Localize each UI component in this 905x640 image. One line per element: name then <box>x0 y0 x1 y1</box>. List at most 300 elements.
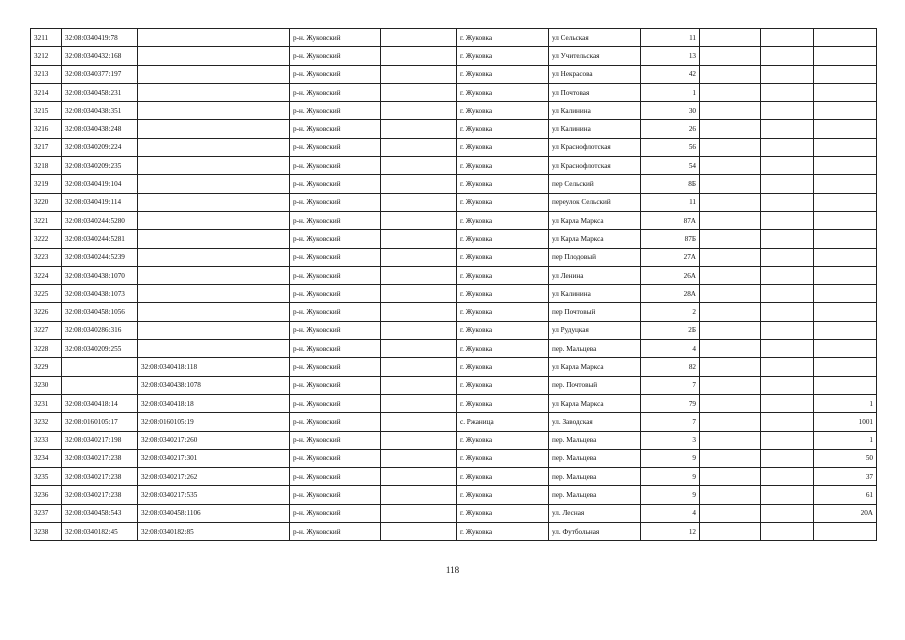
cadastral-number-cell: 32:08:0340209:235 <box>62 157 138 175</box>
empty-cell <box>700 248 761 266</box>
empty-cell <box>761 120 814 138</box>
apartment-number-cell <box>814 193 877 211</box>
district-cell: р-н. Жуковский <box>290 431 381 449</box>
empty-cell <box>761 102 814 120</box>
locality-cell: г. Жуковка <box>457 468 549 486</box>
empty-cell <box>761 47 814 65</box>
row-number-cell: 3214 <box>31 83 62 101</box>
empty-cell <box>761 138 814 156</box>
district-cell: р-н. Жуковский <box>290 376 381 394</box>
house-number-cell: 87А <box>641 211 700 229</box>
cadastral-number-cell: 32:08:0160105:17 <box>62 413 138 431</box>
row-number-cell: 3221 <box>31 211 62 229</box>
cadastral-number-cell: 32:08:0340217:198 <box>62 431 138 449</box>
row-number-cell: 3228 <box>31 340 62 358</box>
house-number-cell: 3 <box>641 431 700 449</box>
street-cell: ул Карла Маркса <box>549 394 641 412</box>
table-row <box>31 303 877 321</box>
empty-cell <box>381 394 457 412</box>
empty-cell <box>700 321 761 339</box>
empty-cell <box>381 230 457 248</box>
table-row <box>31 413 877 431</box>
street-cell: пер. Мальцева <box>549 449 641 467</box>
cadastral-number-cell: 32:08:0340458:543 <box>62 504 138 522</box>
table-row <box>31 449 877 467</box>
apartment-number-cell <box>814 138 877 156</box>
locality-cell: г. Жуковка <box>457 285 549 303</box>
building-cadastral-cell <box>138 211 290 229</box>
empty-cell <box>700 376 761 394</box>
empty-cell <box>381 303 457 321</box>
empty-cell <box>381 340 457 358</box>
empty-cell <box>700 47 761 65</box>
empty-cell <box>700 449 761 467</box>
empty-cell <box>761 340 814 358</box>
locality-cell: г. Жуковка <box>457 211 549 229</box>
table-row <box>31 230 877 248</box>
house-number-cell: 2Б <box>641 321 700 339</box>
building-cadastral-cell: 32:08:0340458:1106 <box>138 504 290 522</box>
apartment-number-cell <box>814 523 877 541</box>
cadastral-number-cell: 32:08:0340244:5280 <box>62 211 138 229</box>
building-cadastral-cell <box>138 303 290 321</box>
district-cell: р-н. Жуковский <box>290 523 381 541</box>
street-cell: пер. Мальцева <box>549 468 641 486</box>
house-number-cell: 2 <box>641 303 700 321</box>
locality-cell: г. Жуковка <box>457 303 549 321</box>
apartment-number-cell <box>814 266 877 284</box>
row-number-cell: 3222 <box>31 230 62 248</box>
house-number-cell: 54 <box>641 157 700 175</box>
apartment-number-cell <box>814 157 877 175</box>
street-cell: ул Карла Маркса <box>549 358 641 376</box>
empty-cell <box>381 486 457 504</box>
building-cadastral-cell <box>138 340 290 358</box>
empty-cell <box>761 321 814 339</box>
table-row <box>31 504 877 522</box>
row-number-cell: 3237 <box>31 504 62 522</box>
empty-cell <box>761 157 814 175</box>
empty-cell <box>700 285 761 303</box>
house-number-cell: 79 <box>641 394 700 412</box>
street-cell: пер. Мальцева <box>549 486 641 504</box>
locality-cell: г. Жуковка <box>457 449 549 467</box>
building-cadastral-cell: 32:08:0340182:85 <box>138 523 290 541</box>
empty-cell <box>700 120 761 138</box>
district-cell: р-н. Жуковский <box>290 468 381 486</box>
empty-cell <box>761 29 814 47</box>
street-cell: ул Калинина <box>549 120 641 138</box>
building-cadastral-cell <box>138 138 290 156</box>
locality-cell: г. Жуковка <box>457 523 549 541</box>
empty-cell <box>700 157 761 175</box>
table-row <box>31 102 877 120</box>
empty-cell <box>700 193 761 211</box>
empty-cell <box>761 376 814 394</box>
district-cell: р-н. Жуковский <box>290 413 381 431</box>
row-number-cell: 3233 <box>31 431 62 449</box>
house-number-cell: 26А <box>641 266 700 284</box>
empty-cell <box>700 468 761 486</box>
cadastral-number-cell: 32:08:0340438:1070 <box>62 266 138 284</box>
apartment-number-cell: 1001 <box>814 413 877 431</box>
building-cadastral-cell <box>138 193 290 211</box>
district-cell: р-н. Жуковский <box>290 285 381 303</box>
empty-cell <box>381 376 457 394</box>
empty-cell <box>381 29 457 47</box>
table-row <box>31 431 877 449</box>
district-cell: р-н. Жуковский <box>290 47 381 65</box>
table-row <box>31 340 877 358</box>
district-cell: р-н. Жуковский <box>290 248 381 266</box>
apartment-number-cell <box>814 83 877 101</box>
locality-cell: г. Жуковка <box>457 102 549 120</box>
empty-cell <box>700 358 761 376</box>
district-cell: р-н. Жуковский <box>290 449 381 467</box>
table-row <box>31 394 877 412</box>
empty-cell <box>761 523 814 541</box>
house-number-cell: 87Б <box>641 230 700 248</box>
locality-cell: г. Жуковка <box>457 83 549 101</box>
empty-cell <box>381 120 457 138</box>
house-number-cell: 13 <box>641 47 700 65</box>
empty-cell <box>381 138 457 156</box>
house-number-cell: 28А <box>641 285 700 303</box>
house-number-cell: 1 <box>641 83 700 101</box>
locality-cell: г. Жуковка <box>457 138 549 156</box>
cadastral-number-cell: 32:08:0340209:224 <box>62 138 138 156</box>
locality-cell: г. Жуковка <box>457 175 549 193</box>
district-cell: р-н. Жуковский <box>290 157 381 175</box>
row-number-cell: 3220 <box>31 193 62 211</box>
district-cell: р-н. Жуковский <box>290 266 381 284</box>
building-cadastral-cell <box>138 65 290 83</box>
cadastral-number-cell: 32:08:0340244:5281 <box>62 230 138 248</box>
apartment-number-cell <box>814 120 877 138</box>
empty-cell <box>381 321 457 339</box>
empty-cell <box>700 486 761 504</box>
building-cadastral-cell: 32:08:0340217:260 <box>138 431 290 449</box>
street-cell: ул. Футбольная <box>549 523 641 541</box>
house-number-cell: 9 <box>641 468 700 486</box>
table-row <box>31 138 877 156</box>
district-cell: р-н. Жуковский <box>290 211 381 229</box>
district-cell: р-н. Жуковский <box>290 504 381 522</box>
empty-cell <box>761 431 814 449</box>
apartment-number-cell <box>814 65 877 83</box>
street-cell: ул. Заводская <box>549 413 641 431</box>
district-cell: р-н. Жуковский <box>290 138 381 156</box>
empty-cell <box>700 340 761 358</box>
cadastral-number-cell <box>62 358 138 376</box>
row-number-cell: 3211 <box>31 29 62 47</box>
table-row <box>31 321 877 339</box>
row-number-cell: 3230 <box>31 376 62 394</box>
street-cell: переулок Сельский <box>549 193 641 211</box>
empty-cell <box>700 138 761 156</box>
house-number-cell: 8Б <box>641 175 700 193</box>
empty-cell <box>761 193 814 211</box>
apartment-number-cell <box>814 230 877 248</box>
empty-cell <box>761 211 814 229</box>
cadastral-number-cell: 32:08:0340418:14 <box>62 394 138 412</box>
apartment-number-cell <box>814 376 877 394</box>
cadastral-number-cell: 32:08:0340458:1056 <box>62 303 138 321</box>
street-cell: ул Рудуцкая <box>549 321 641 339</box>
district-cell: р-н. Жуковский <box>290 193 381 211</box>
house-number-cell: 27А <box>641 248 700 266</box>
row-number-cell: 3236 <box>31 486 62 504</box>
apartment-number-cell <box>814 175 877 193</box>
row-number-cell: 3238 <box>31 523 62 541</box>
empty-cell <box>700 230 761 248</box>
table-row <box>31 211 877 229</box>
house-number-cell: 26 <box>641 120 700 138</box>
empty-cell <box>700 523 761 541</box>
street-cell: пер. Почтовый <box>549 376 641 394</box>
row-number-cell: 3224 <box>31 266 62 284</box>
building-cadastral-cell <box>138 120 290 138</box>
empty-cell <box>381 211 457 229</box>
building-cadastral-cell <box>138 29 290 47</box>
table-row <box>31 47 877 65</box>
empty-cell <box>761 468 814 486</box>
locality-cell: г. Жуковка <box>457 321 549 339</box>
building-cadastral-cell: 32:08:0340217:301 <box>138 449 290 467</box>
empty-cell <box>761 175 814 193</box>
locality-cell: г. Жуковка <box>457 431 549 449</box>
cadastral-number-cell: 32:08:0340419:114 <box>62 193 138 211</box>
building-cadastral-cell <box>138 321 290 339</box>
row-number-cell: 3235 <box>31 468 62 486</box>
street-cell: пер Почтовый <box>549 303 641 321</box>
apartment-number-cell: 37 <box>814 468 877 486</box>
district-cell: р-н. Жуковский <box>290 102 381 120</box>
building-cadastral-cell <box>138 248 290 266</box>
row-number-cell: 3234 <box>31 449 62 467</box>
cadastral-number-cell: 32:08:0340217:238 <box>62 449 138 467</box>
cadastral-number-cell: 32:08:0340438:351 <box>62 102 138 120</box>
empty-cell <box>761 248 814 266</box>
apartment-number-cell: 50 <box>814 449 877 467</box>
house-number-cell: 11 <box>641 193 700 211</box>
table-row <box>31 376 877 394</box>
empty-cell <box>381 431 457 449</box>
row-number-cell: 3219 <box>31 175 62 193</box>
table-row <box>31 175 877 193</box>
empty-cell <box>761 83 814 101</box>
locality-cell: г. Жуковка <box>457 248 549 266</box>
page-number: 118 <box>445 565 460 575</box>
row-number-cell: 3229 <box>31 358 62 376</box>
district-cell: р-н. Жуковский <box>290 486 381 504</box>
locality-cell: г. Жуковка <box>457 504 549 522</box>
house-number-cell: 7 <box>641 413 700 431</box>
street-cell: ул Почтовая <box>549 83 641 101</box>
apartment-number-cell <box>814 47 877 65</box>
empty-cell <box>381 65 457 83</box>
cadastral-number-cell: 32:08:0340182:45 <box>62 523 138 541</box>
empty-cell <box>381 175 457 193</box>
building-cadastral-cell: 32:08:0340217:262 <box>138 468 290 486</box>
apartment-number-cell <box>814 358 877 376</box>
table-row <box>31 285 877 303</box>
building-cadastral-cell: 32:08:0160105:19 <box>138 413 290 431</box>
building-cadastral-cell <box>138 285 290 303</box>
row-number-cell: 3217 <box>31 138 62 156</box>
locality-cell: г. Жуковка <box>457 486 549 504</box>
street-cell: ул Калинина <box>549 285 641 303</box>
table-row <box>31 193 877 211</box>
empty-cell <box>700 29 761 47</box>
row-number-cell: 3232 <box>31 413 62 431</box>
empty-cell <box>761 504 814 522</box>
empty-cell <box>381 358 457 376</box>
empty-cell <box>381 468 457 486</box>
street-cell: ул Краснофлотская <box>549 157 641 175</box>
empty-cell <box>700 175 761 193</box>
cadastral-number-cell: 32:08:0340217:238 <box>62 486 138 504</box>
apartment-number-cell <box>814 285 877 303</box>
table-row <box>31 468 877 486</box>
district-cell: р-н. Жуковский <box>290 394 381 412</box>
building-cadastral-cell <box>138 157 290 175</box>
locality-cell: г. Жуковка <box>457 47 549 65</box>
locality-cell: с. Ржаница <box>457 413 549 431</box>
house-number-cell: 4 <box>641 504 700 522</box>
table-row <box>31 157 877 175</box>
row-number-cell: 3231 <box>31 394 62 412</box>
empty-cell <box>761 449 814 467</box>
apartment-number-cell <box>814 248 877 266</box>
district-cell: р-н. Жуковский <box>290 358 381 376</box>
row-number-cell: 3216 <box>31 120 62 138</box>
cadastral-number-cell: 32:08:0340419:104 <box>62 175 138 193</box>
district-cell: р-н. Жуковский <box>290 29 381 47</box>
empty-cell <box>700 504 761 522</box>
table-row <box>31 29 877 47</box>
empty-cell <box>381 449 457 467</box>
house-number-cell: 12 <box>641 523 700 541</box>
building-cadastral-cell <box>138 175 290 193</box>
district-cell: р-н. Жуковский <box>290 83 381 101</box>
building-cadastral-cell <box>138 102 290 120</box>
table-body <box>31 29 877 541</box>
empty-cell <box>761 266 814 284</box>
district-cell: р-н. Жуковский <box>290 175 381 193</box>
table-row <box>31 523 877 541</box>
locality-cell: г. Жуковка <box>457 29 549 47</box>
table-row <box>31 83 877 101</box>
table-row <box>31 358 877 376</box>
house-number-cell: 42 <box>641 65 700 83</box>
empty-cell <box>761 413 814 431</box>
apartment-number-cell <box>814 102 877 120</box>
apartment-number-cell <box>814 340 877 358</box>
cadastral-number-cell: 32:08:0340377:197 <box>62 65 138 83</box>
building-cadastral-cell <box>138 47 290 65</box>
district-cell: р-н. Жуковский <box>290 340 381 358</box>
empty-cell <box>761 486 814 504</box>
empty-cell <box>381 102 457 120</box>
cadastral-number-cell: 32:08:0340458:231 <box>62 83 138 101</box>
street-cell: ул Карла Маркса <box>549 230 641 248</box>
locality-cell: г. Жуковка <box>457 266 549 284</box>
empty-cell <box>381 523 457 541</box>
row-number-cell: 3215 <box>31 102 62 120</box>
district-cell: р-н. Жуковский <box>290 303 381 321</box>
locality-cell: г. Жуковка <box>457 358 549 376</box>
street-cell: ул Ленина <box>549 266 641 284</box>
empty-cell <box>381 285 457 303</box>
cadastral-number-cell: 32:08:0340286:316 <box>62 321 138 339</box>
empty-cell <box>381 413 457 431</box>
apartment-number-cell: 1 <box>814 394 877 412</box>
apartment-number-cell <box>814 211 877 229</box>
locality-cell: г. Жуковка <box>457 120 549 138</box>
cadastral-number-cell: 32:08:0340217:238 <box>62 468 138 486</box>
empty-cell <box>761 65 814 83</box>
locality-cell: г. Жуковка <box>457 394 549 412</box>
empty-cell <box>700 303 761 321</box>
empty-cell <box>700 83 761 101</box>
cadastral-number-cell <box>62 376 138 394</box>
empty-cell <box>381 248 457 266</box>
district-cell: р-н. Жуковский <box>290 120 381 138</box>
address-registry-table <box>30 28 877 541</box>
house-number-cell: 82 <box>641 358 700 376</box>
apartment-number-cell <box>814 303 877 321</box>
empty-cell <box>700 102 761 120</box>
empty-cell <box>761 285 814 303</box>
street-cell: ул Карла Маркса <box>549 211 641 229</box>
building-cadastral-cell: 32:08:0340217:535 <box>138 486 290 504</box>
empty-cell <box>381 83 457 101</box>
apartment-number-cell: 61 <box>814 486 877 504</box>
table-row <box>31 486 877 504</box>
building-cadastral-cell <box>138 83 290 101</box>
street-cell: ул Калинина <box>549 102 641 120</box>
empty-cell <box>700 211 761 229</box>
house-number-cell: 7 <box>641 376 700 394</box>
empty-cell <box>761 358 814 376</box>
cadastral-number-cell: 32:08:0340432:168 <box>62 47 138 65</box>
house-number-cell: 9 <box>641 486 700 504</box>
apartment-number-cell <box>814 29 877 47</box>
house-number-cell: 56 <box>641 138 700 156</box>
empty-cell <box>700 413 761 431</box>
empty-cell <box>381 193 457 211</box>
building-cadastral-cell <box>138 266 290 284</box>
locality-cell: г. Жуковка <box>457 193 549 211</box>
table-row <box>31 120 877 138</box>
district-cell: р-н. Жуковский <box>290 65 381 83</box>
row-number-cell: 3213 <box>31 65 62 83</box>
district-cell: р-н. Жуковский <box>290 230 381 248</box>
empty-cell <box>381 266 457 284</box>
table-row <box>31 266 877 284</box>
empty-cell <box>381 157 457 175</box>
row-number-cell: 3225 <box>31 285 62 303</box>
house-number-cell: 11 <box>641 29 700 47</box>
building-cadastral-cell: 32:08:0340418:118 <box>138 358 290 376</box>
street-cell: ул Краснофлотская <box>549 138 641 156</box>
apartment-number-cell: 1 <box>814 431 877 449</box>
row-number-cell: 3226 <box>31 303 62 321</box>
street-cell: ул. Лесная <box>549 504 641 522</box>
row-number-cell: 3218 <box>31 157 62 175</box>
row-number-cell: 3223 <box>31 248 62 266</box>
